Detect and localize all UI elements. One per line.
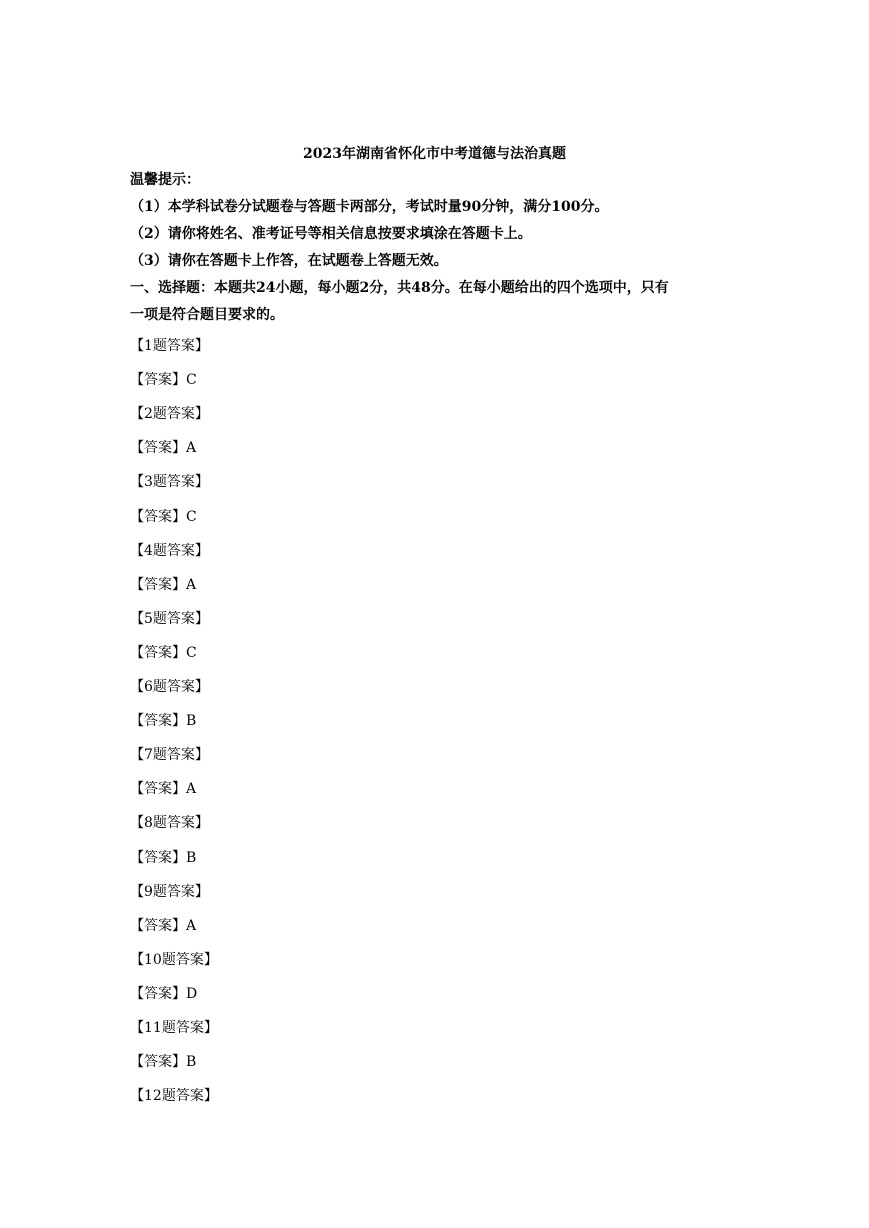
question-answer-label: 【6题答案】	[130, 679, 209, 695]
tip-heading: 温馨提示：	[130, 172, 200, 188]
answer-value: 【答案】A	[130, 576, 197, 593]
answer-value: 【答案】A	[130, 781, 197, 798]
page-title: 2023年湖南省怀化市中考道德与法治真题	[303, 146, 566, 162]
answer-value: 【答案】A	[130, 440, 197, 457]
tip-line-2: （2）请你将姓名、准考证号等相关信息按要求填涂在答题卡上。	[130, 226, 532, 242]
question-answer-label: 【9题答案】	[130, 883, 209, 900]
question-answer-label: 【3题答案】	[130, 474, 209, 491]
question-answer-label: 【10题答案】	[130, 951, 218, 968]
answer-value: 【答案】B	[130, 849, 197, 866]
question-answer-label: 【4题答案】	[130, 542, 209, 559]
question-answer-label: 【7题答案】	[130, 747, 209, 764]
question-answer-label: 【11题答案】	[130, 1020, 218, 1036]
question-answer-label: 【2题答案】	[130, 406, 209, 423]
answer-value: 【答案】C	[130, 508, 197, 525]
tip-line-1: （1）本学科试卷分试题卷与答题卡两部分，考试时量90分钟，满分100分。	[130, 199, 609, 215]
answer-value: 【答案】A	[130, 917, 197, 934]
answer-value: 【答案】D	[130, 985, 198, 1002]
answer-value: 【答案】B	[130, 1054, 197, 1071]
answer-value: 【答案】B	[130, 713, 197, 730]
question-answer-label: 【12题答案】	[130, 1088, 218, 1105]
question-answer-label: 【1题答案】	[130, 338, 209, 354]
section-heading-line-2: 一项是符合题目要求的。	[130, 307, 284, 323]
tip-line-3: （3）请你在答题卡上作答，在试题卷上答题无效。	[130, 253, 448, 269]
answer-value: 【答案】C	[130, 644, 197, 661]
answer-value: 【答案】C	[130, 372, 197, 389]
question-answer-label: 【8题答案】	[130, 815, 209, 832]
section-heading-line-1: 一、选择题：本题共24小题，每小题2分，共48分。在每小题给出的四个选项中，只有	[130, 280, 669, 296]
question-answer-label: 【5题答案】	[130, 610, 209, 627]
